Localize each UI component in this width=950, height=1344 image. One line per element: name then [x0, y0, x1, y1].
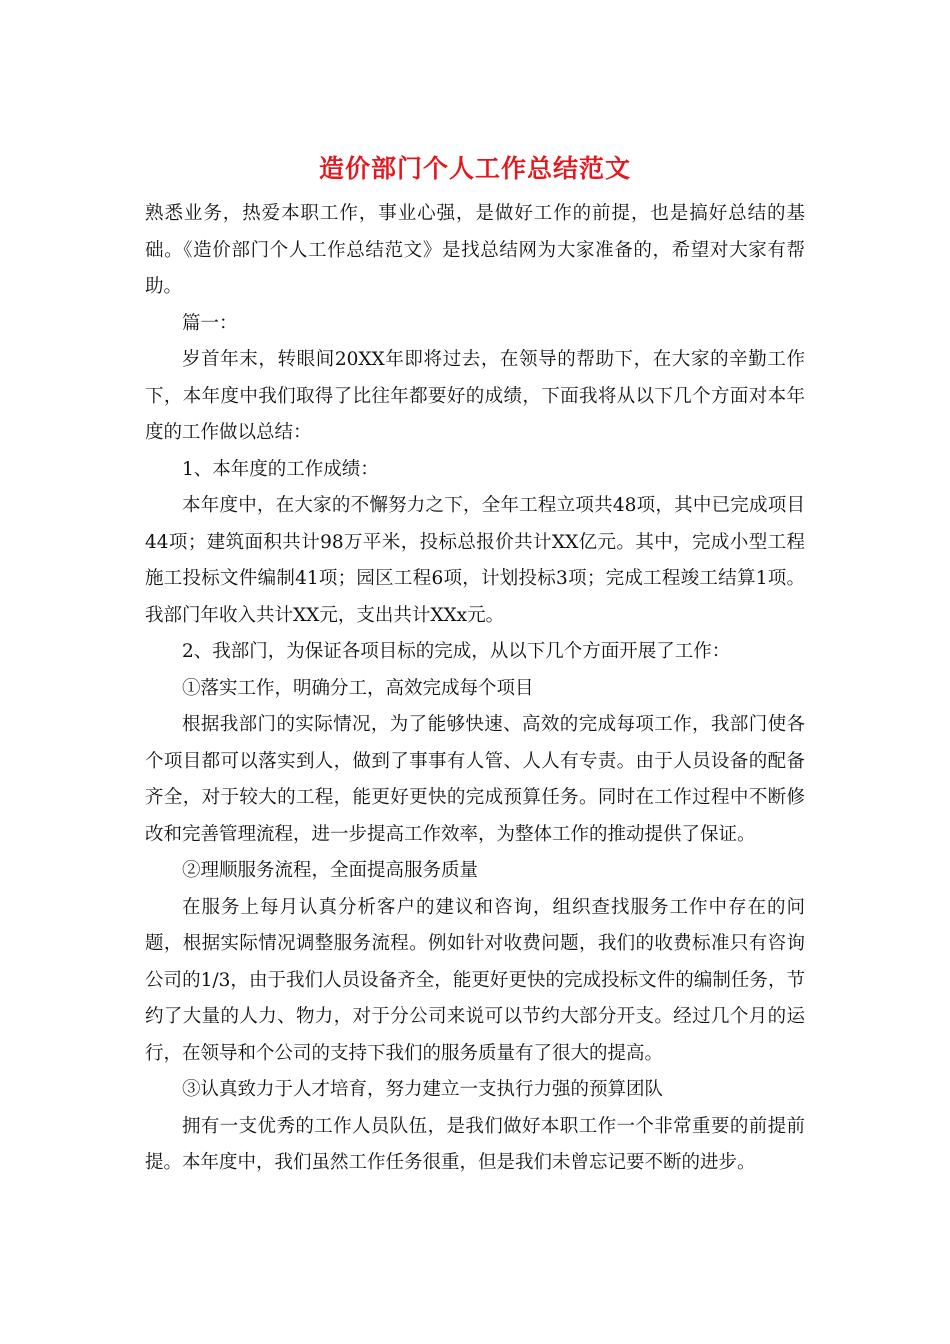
section-heading: 1、本年度的工作成绩：: [182, 458, 379, 480]
subsection-heading: ②理顺服务流程，全面提高服务质量: [182, 860, 479, 881]
body-paragraph: 岁首年末，转眼间20XX年即将过去，在领导的帮助下，在大家的辛勤工作下，本年度中我们取得了比往年都要好的成绩，下面我将从以下几个方面对本年度的工作做以总结：: [145, 349, 805, 443]
section-heading-part-one: 篇一：: [182, 312, 238, 334]
subsection-heading: ①落实工作，明确分工，高效完成每个项目: [182, 677, 534, 699]
body-paragraph: 拥有一支优秀的工作人员队伍，是我们做好本职工作一个非常重要的前提前提。本年度中，我们虽然工作任务很重，但是我们未曾忘记要不断的进步。: [145, 1115, 805, 1173]
document-title: 造价部门个人工作总结范文: [318, 154, 631, 183]
document-body: [145, 196, 805, 1182]
subsection-heading: ③认真致力于人才培育，努力建立一支执行力强的预算团队: [182, 1079, 664, 1100]
intro-paragraph: 熟悉业务，热爱本职工作，事业心强，是做好工作的前提，也是搞好总结的基础。《造价部门个人工作总结范文》是找总结网为大家准备的，希望对大家有帮助。: [145, 203, 805, 297]
section-heading: 2、我部门，为保证各项目标的完成，从以下几个方面开展了工作：: [182, 641, 731, 662]
body-paragraph: 本年度中，在大家的不懈努力之下，全年工程立项共48项，其中已完成项目44项；建筑面积共计98万平米，投标总报价共计XX亿元。其中，完成小型工程施工投标文件编制41项；园区工程6项，计划投标3项；完成工程竣工结算1项。我部门年收入共计XX元，支出共计XXx元。: [145, 495, 805, 626]
body-paragraph: 根据我部门的实际情况，为了能够快速、高效的完成每项工作，我部门使各个项目都可以落实到人，做到了事事有人管、人人有专责。由于人员设备的配备齐全，对于较大的工程，能更好更快的完成预算任务。同时在工作过程中不断修改和完善管理流程，进一步提高工作效率，为整体工作的推动提供了保证。: [145, 714, 805, 845]
body-paragraph: 在服务上每月认真分析客户的建议和咨询，组织查找服务工作中存在的问题，根据实际情况调整服务流程。例如针对收费问题，我们的收费标准只有咨询公司的1/3，由于我们人员设备齐全，能更好更快的完成投标文件的编制任务，节约了大量的人力、物力，对于分公司来说可以节约大部分开支。经过几个月的运行，在领导和个公司的支持下我们的服务质量有了很大的提高。: [145, 896, 805, 1064]
